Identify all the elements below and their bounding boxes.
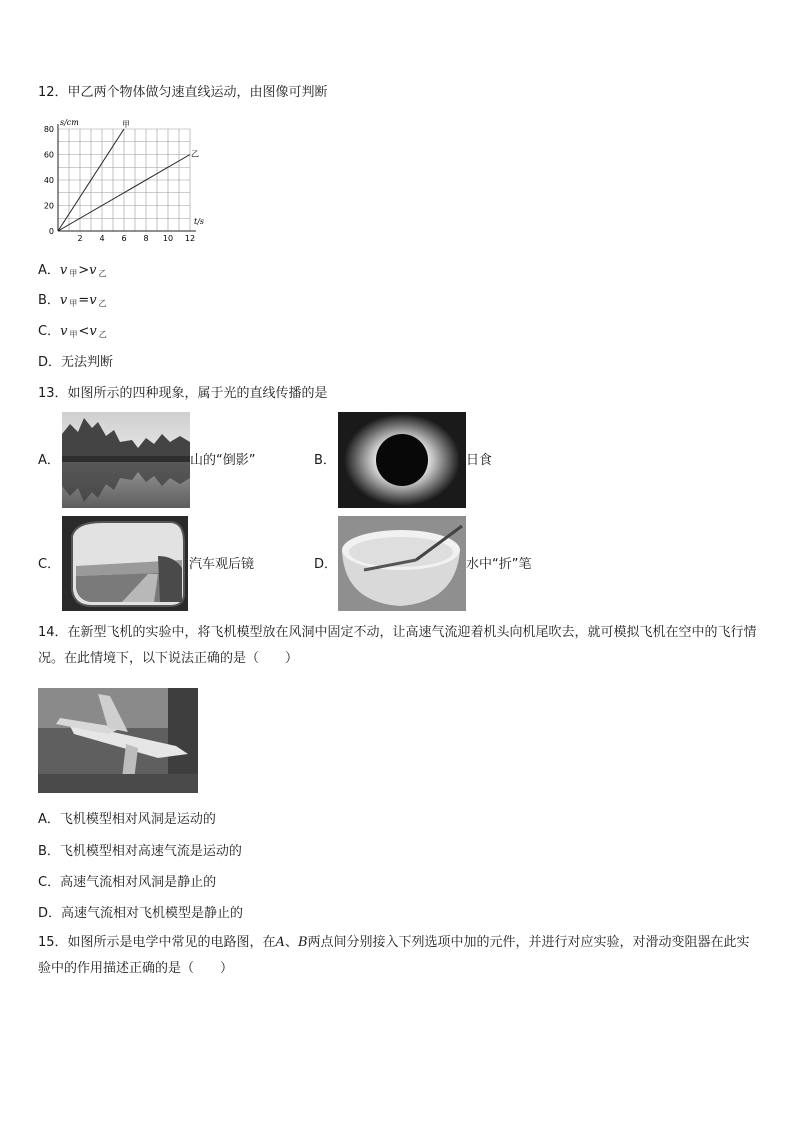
series-label-0: 甲 [122,120,130,129]
q12-option-a[interactable]: A．v $_甲$>v $_乙$ [38,263,107,278]
q15-stem: 15．如图所示是电学中常见的电路图，在A、B两点间分别接入下列选项中加的元件，并进行对应实验，对滑动变阻器在此实验中的作用描述正确的是（ ） [38,935,750,976]
graph-grid [58,129,190,231]
x-axis-label: t/s [194,217,205,226]
series-label-1: 乙 [191,149,199,159]
y-tick-label: 20 [43,201,54,211]
plane-model-wind-tunnel-image [38,688,198,793]
q13-option-b-label[interactable]: B． [314,453,336,468]
car-mirror-image [62,516,188,611]
x-tick-label: 10 [162,234,174,243]
x-tick-label: 12 [184,234,196,243]
q14-stem: 14．在新型飞机的实验中，将飞机模型放在风洞中固定不动，让高速气流迎着机头向机尾吹去，就可模拟飞机在空中的飞行情况。在此情境下，以下说法正确的是（ ） [38,625,757,666]
q12-option-c[interactable]: C．v $_甲$<v $_乙$ [38,324,107,339]
q13-stem: 13．如图所示的四种现象，属于光的直线传播的是 [38,386,328,401]
y-tick-label: 80 [43,125,54,134]
tick-labels [44,125,195,243]
q12-option-b[interactable]: B．v $_甲$=v $_乙$ [38,293,107,308]
solar-eclipse-image [338,412,466,508]
x-tick-label: 6 [121,234,127,243]
q14-option-c[interactable]: C．高速气流相对风洞是静止的 [38,875,217,890]
q13-option-b-caption: 日食 [466,453,493,468]
q13-option-a-caption: 山的“倒影” [190,453,256,468]
x-tick-label: 2 [77,234,83,243]
y-tick-label: 40 [43,176,54,185]
y-tick-label: 0 [48,227,54,236]
s-t-graph [36,112,216,247]
q13-option-c-caption: 汽车观后镜 [189,557,255,572]
y-axis-label: s/cm [60,118,79,127]
x-tick-label: 4 [99,234,105,243]
q14-option-b[interactable]: B．飞机模型相对高速气流是运动的 [38,844,242,859]
x-tick-label: 8 [143,234,149,243]
q13-option-d-caption: 水中“折”笔 [466,557,532,572]
q14-option-d[interactable]: D．高速气流相对飞机模型是静止的 [38,906,244,921]
q14-option-a[interactable]: A．飞机模型相对风洞是运动的 [38,812,216,827]
q13-option-a-label[interactable]: A． [38,453,60,468]
y-tick-label: 60 [43,150,54,160]
q12-option-d[interactable]: D．无法判断 [38,355,114,370]
q13-option-d-label[interactable]: D． [314,557,338,572]
bent-pen-in-water-image [338,516,466,611]
mountain-reflection-image [62,412,190,508]
q12-stem: 12．甲乙两个物体做匀速直线运动，由图像可判断 [38,85,328,100]
q13-option-c-label[interactable]: C． [38,557,61,572]
